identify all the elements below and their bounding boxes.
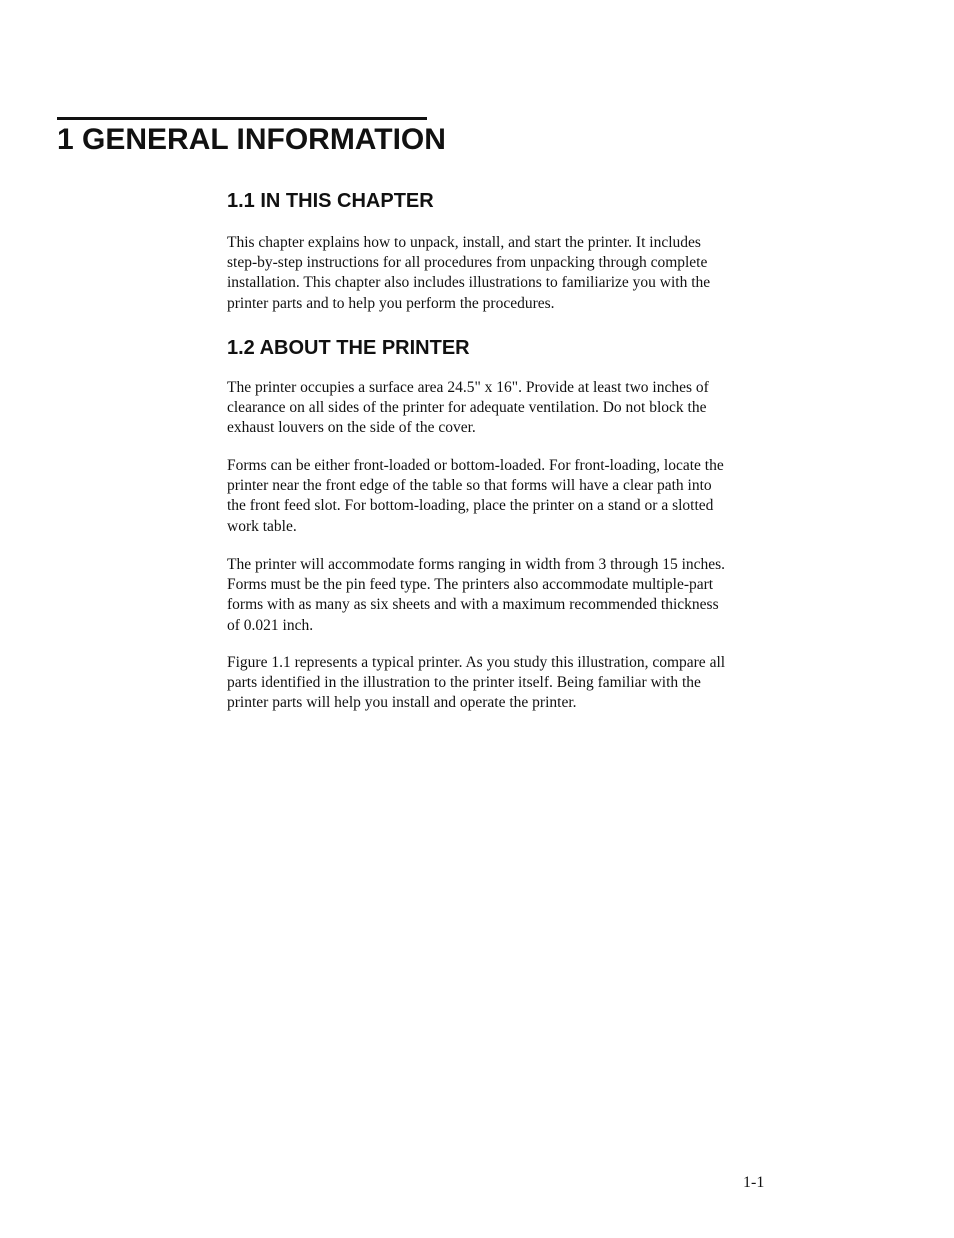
paragraph: This chapter explains how to unpack, install, and start the printer. It includes step-by-step instructions for all procedures from unpacking through complete installation. This chapter also includes illustrations to familiarize you with the printer parts and to help you perform the procedures. (227, 234, 711, 312)
paragraph: The printer occupies a surface area 24.5" x 16". Provide at least two inches of clearance on all sides of the printer for adequate ventilation. Do not block the exhaust louvers on the side of the cover. (227, 379, 709, 437)
paragraph: The printer will accommodate forms ranging in width from 3 through 15 inches. Forms must be the pin feed type. The printers also accommodate multiple-part forms with as many as six sheets and with a maximum recommended thickness of 0.021 inch. (227, 556, 726, 634)
section-title: 1.1 IN THIS CHAPTER (227, 190, 434, 212)
chapter-title: 1 GENERAL INFORMATION (57, 123, 446, 156)
section-in-this-chapter (227, 189, 787, 213)
chapter-title-rule (57, 117, 427, 120)
paragraph: Figure 1.1 represents a typical printer. As you study this illustration, compare all parts identified in the illustration to the printer itself. Being familiar with the printer parts will help you install and operate the printer. (227, 654, 726, 712)
page-number: 1-1 (743, 1174, 765, 1191)
section-about-the-printer (227, 336, 787, 360)
paragraph: Forms can be either front-loaded or bottom-loaded. For front-loading, locate the printer near the front edge of the table so that forms will have a clear path into the front feed slot. For bottom-loading, place the printer on a stand or a slotted work table. (227, 457, 724, 535)
section-title: 1.2 ABOUT THE PRINTER (227, 337, 470, 359)
